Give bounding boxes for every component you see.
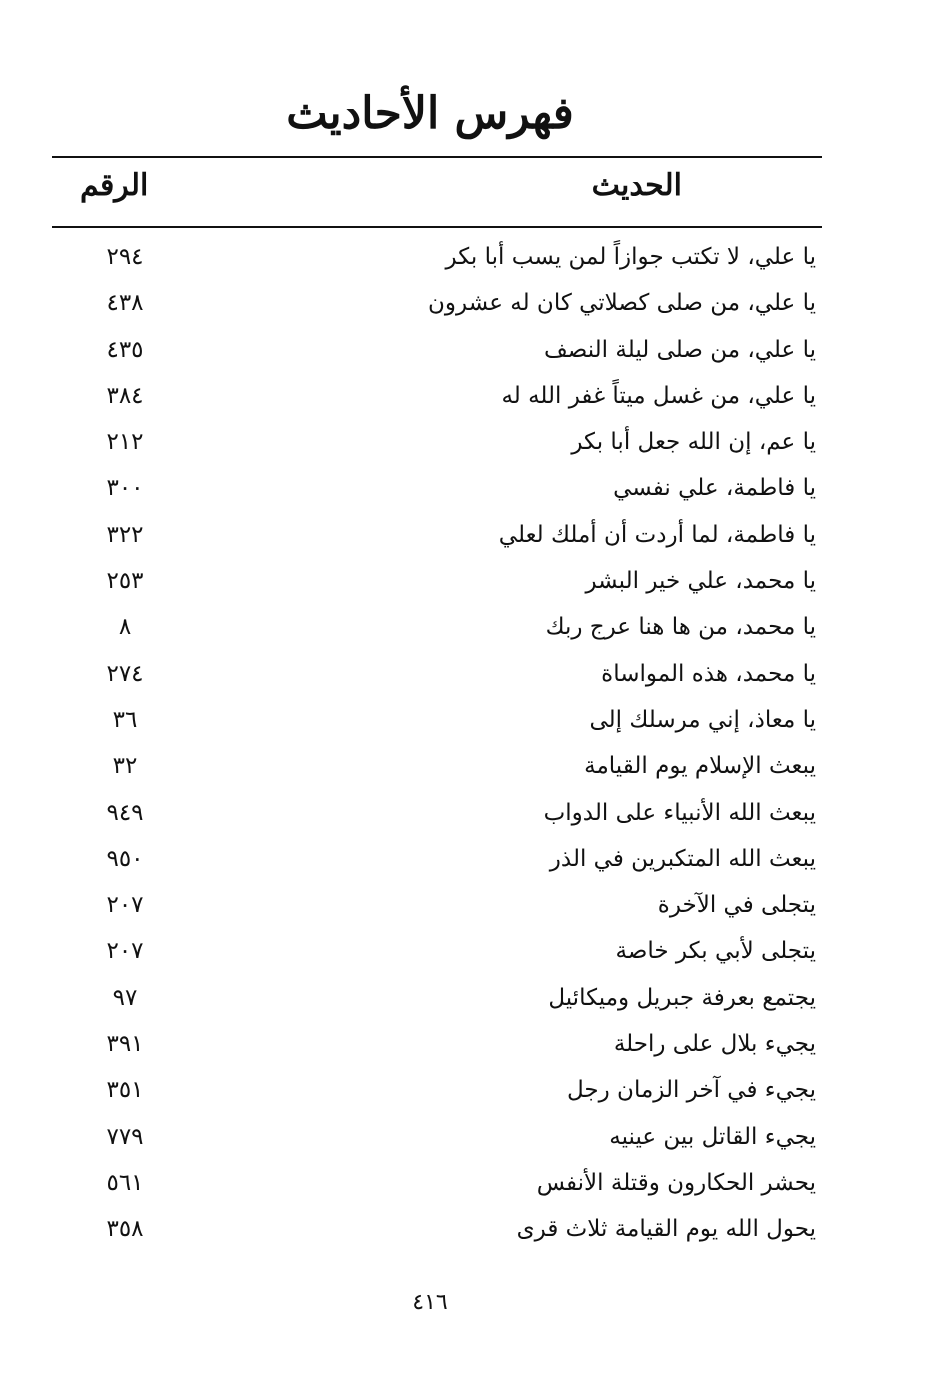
list-item bbox=[0, 610, 938, 656]
hadith-number: ٢٧٤ bbox=[106, 660, 144, 687]
hadith-text: يتجلى في الآخرة bbox=[657, 892, 816, 919]
hadith-text: يا محمد، هذه المواساة bbox=[601, 660, 816, 687]
hadith-number: ٣٠٠ bbox=[106, 475, 144, 502]
hadith-text: يا محمد، علي خير البشر bbox=[585, 568, 816, 595]
hadith-text: يا معاذ، إني مرسلك إلى bbox=[589, 706, 816, 733]
hadith-text: يجتمع بعرفة جبريل وميكائيل bbox=[548, 984, 816, 1011]
hadith-text: يجيء بلال على راحلة bbox=[613, 1031, 816, 1058]
header-top-rule bbox=[52, 156, 822, 158]
list-item bbox=[0, 1073, 938, 1119]
hadith-number: ٥٦١ bbox=[106, 1169, 144, 1196]
hadith-number: ٢٠٧ bbox=[106, 892, 144, 919]
list-item bbox=[0, 981, 938, 1027]
hadith-number: ٢٠٧ bbox=[106, 938, 144, 965]
hadith-text: يبعث الإسلام يوم القيامة bbox=[584, 753, 816, 780]
list-item bbox=[0, 240, 938, 286]
hadith-text: يا فاطمة، علي نفسي bbox=[613, 475, 816, 502]
hadith-number: ٩٤٩ bbox=[106, 799, 144, 826]
hadith-number: ٣٥١ bbox=[106, 1077, 144, 1104]
hadith-text: يا عم، إن الله جعل أبا بكر bbox=[571, 429, 816, 456]
hadith-number: ٤٣٥ bbox=[106, 336, 144, 363]
list-item bbox=[0, 333, 938, 379]
hadith-number: ٣٥٨ bbox=[106, 1216, 144, 1243]
hadith-text: يتجلى لأبي بكر خاصة bbox=[615, 938, 816, 965]
list-item bbox=[0, 564, 938, 610]
list-item bbox=[0, 379, 938, 425]
list-item bbox=[0, 286, 938, 332]
hadith-text: يا علي، من صلى ليلة النصف bbox=[543, 336, 816, 363]
list-item bbox=[0, 842, 938, 888]
hadith-number: ٣٢٢ bbox=[106, 521, 144, 548]
hadith-number: ٢٥٣ bbox=[106, 568, 144, 595]
hadith-number: ٩٥٠ bbox=[106, 845, 144, 872]
list-item bbox=[0, 1120, 938, 1166]
list-item bbox=[0, 518, 938, 564]
hadith-text: يجيء القاتل بين عينيه bbox=[609, 1123, 816, 1150]
list-item bbox=[0, 934, 938, 980]
hadith-text: يحشر الحكارون وقتلة الأنفس bbox=[536, 1169, 816, 1196]
hadith-text: يبعث الله المتكبرين في الذر bbox=[549, 845, 816, 872]
hadith-number: ٢٩٤ bbox=[106, 244, 144, 270]
list-item bbox=[0, 657, 938, 703]
hadith-text: يا علي، لا تكتب جوازاً لمن يسب أبا بكر bbox=[445, 244, 816, 270]
hadith-text: يحول الله يوم القيامة ثلاث قرى bbox=[516, 1216, 816, 1243]
list-item bbox=[0, 749, 938, 795]
list-item bbox=[0, 703, 938, 749]
hadith-number: ٩٧ bbox=[112, 984, 138, 1011]
hadith-number: ٧٧٩ bbox=[106, 1123, 144, 1150]
hadith-number: ٣٨٤ bbox=[106, 382, 144, 409]
page-title: فهرس الأحاديث bbox=[286, 88, 574, 139]
hadith-number: ٨ bbox=[118, 614, 132, 641]
list-item bbox=[0, 425, 938, 471]
hadith-text: يبعث الله الأنبياء على الدواب bbox=[543, 799, 816, 826]
hadith-number: ٣٢ bbox=[112, 753, 138, 780]
hadith-text: يا علي، من صلى كصلاتي كان له عشرون bbox=[428, 290, 816, 317]
list-item bbox=[0, 1166, 938, 1212]
hadith-text: يجيء في آخر الزمان رجل bbox=[567, 1077, 816, 1104]
list-item bbox=[0, 1212, 938, 1258]
hadith-number: ٣٦ bbox=[112, 706, 138, 733]
hadith-text: يا علي، من غسل ميتاً غفر الله له bbox=[501, 382, 816, 409]
hadith-number: ٢١٢ bbox=[106, 429, 144, 456]
header-bottom-rule bbox=[52, 226, 822, 228]
column-header-hadith: الحديث bbox=[591, 168, 682, 203]
hadith-text: يا محمد، من ها هنا عرج ربك bbox=[545, 614, 816, 641]
list-item bbox=[0, 888, 938, 934]
list-item bbox=[0, 471, 938, 517]
page-number: ٤١٦ bbox=[412, 1290, 448, 1315]
hadith-number: ٤٣٨ bbox=[106, 290, 144, 317]
list-item bbox=[0, 796, 938, 842]
hadith-text: يا فاطمة، لما أردت أن أملك لعلي bbox=[498, 521, 816, 548]
column-header-number: الرقم bbox=[80, 168, 149, 203]
hadith-index-list bbox=[0, 240, 938, 1259]
hadith-number: ٣٩١ bbox=[106, 1031, 144, 1058]
list-item bbox=[0, 1027, 938, 1073]
